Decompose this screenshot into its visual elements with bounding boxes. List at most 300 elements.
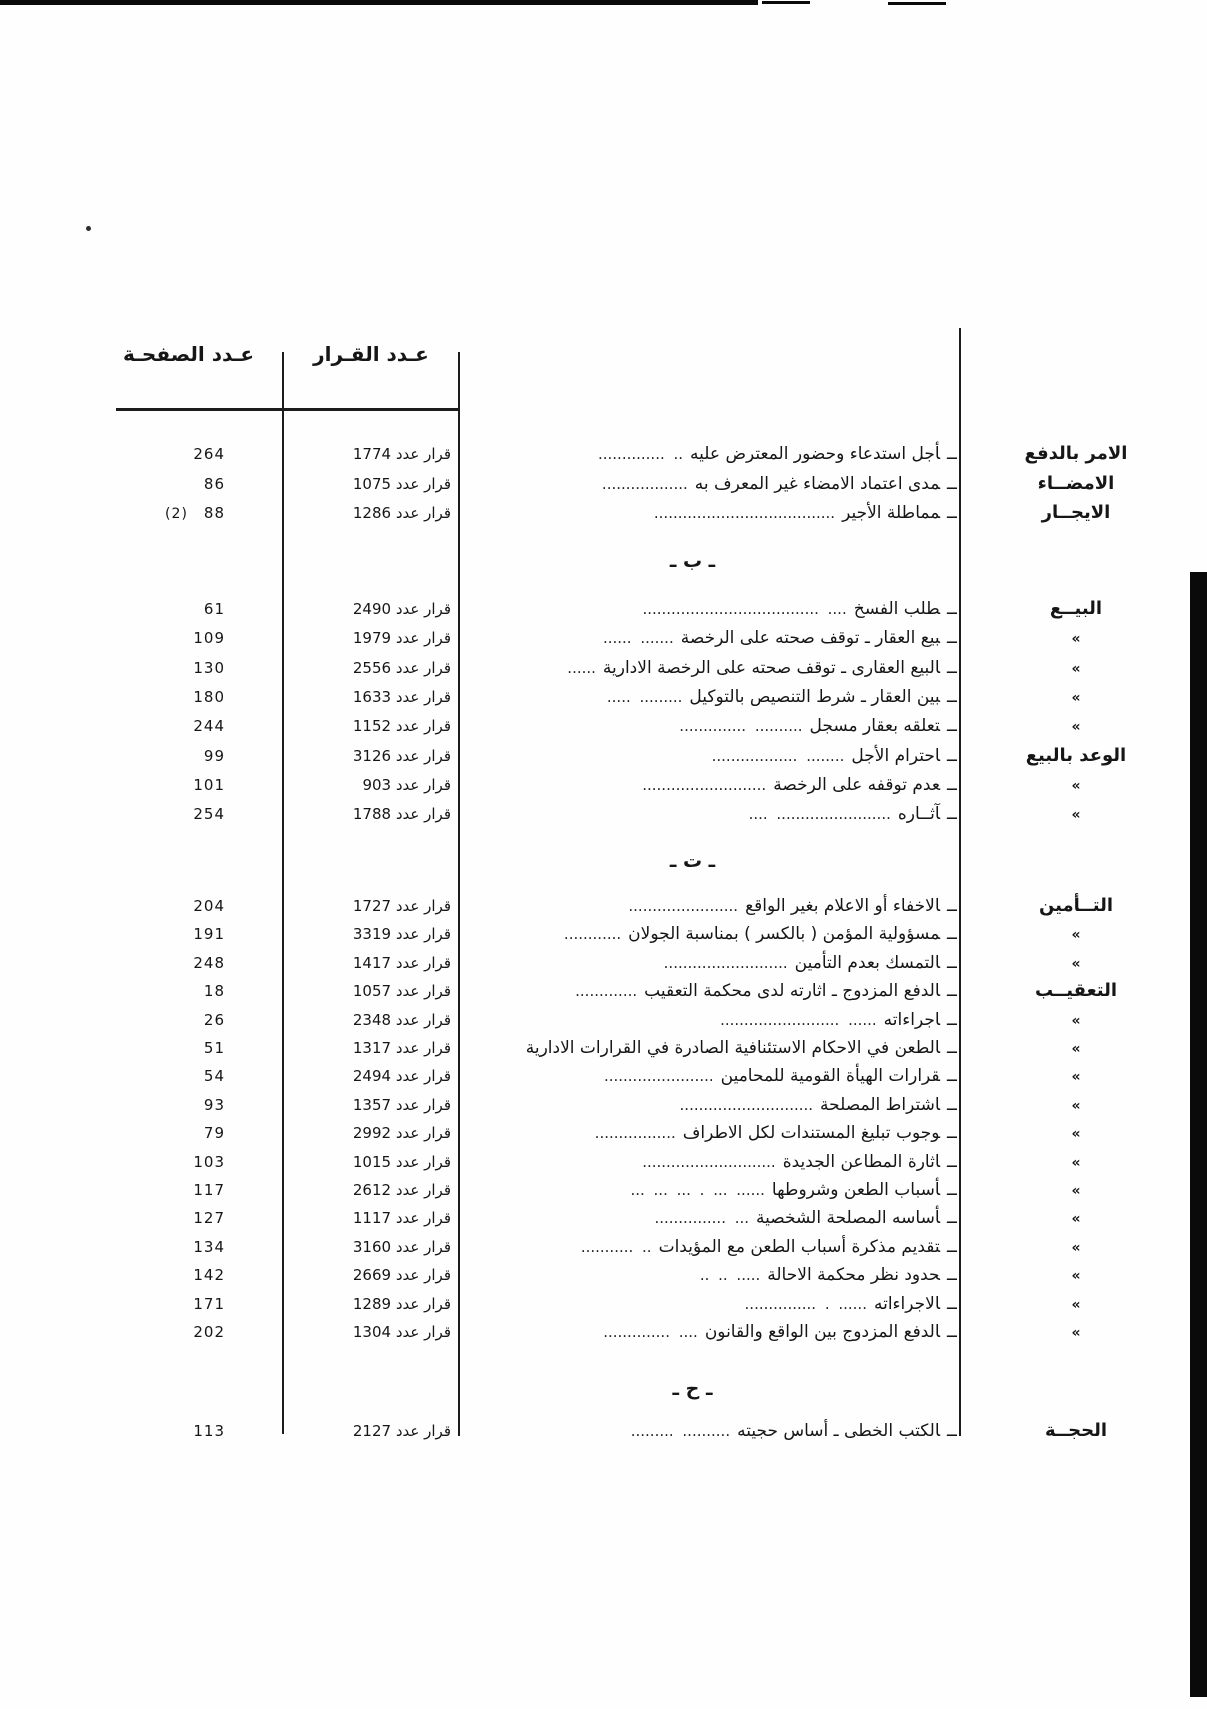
decision-prefix: قرار عدد: [395, 1011, 451, 1029]
table-row: [0, 1291, 1207, 1317]
decision-number: 3160: [352, 1238, 392, 1256]
decision-number: 1117: [352, 1209, 392, 1227]
leader-dots: ......... .....: [606, 688, 683, 706]
entry-dash: ــ: [947, 1066, 957, 1086]
leader-dots: ..................: [601, 475, 688, 493]
entry-cell: [465, 684, 957, 710]
page-number: 244: [193, 717, 225, 735]
entry-cell: [465, 500, 957, 526]
entry-title: مماطلة الأجير: [842, 503, 941, 523]
decision-number-cell: [283, 1063, 459, 1089]
leader-dots: ............................: [642, 1153, 776, 1171]
decision-prefix: قرار عدد: [395, 897, 451, 915]
page-number-cell: [95, 1291, 225, 1317]
decision-number-cell: [283, 1234, 459, 1260]
entry-cell: [465, 1063, 957, 1089]
page-number-cell: [95, 921, 225, 947]
entry-dash: ــ: [947, 1152, 957, 1172]
decision-number: 1417: [352, 954, 392, 972]
category-label: »: [1071, 778, 1081, 794]
category-cell: [965, 713, 1187, 739]
entry-cell: [465, 441, 957, 467]
page-number-cell: [95, 596, 225, 622]
entry-title: مدى اعتماد الامضاء غير المعرف به: [694, 474, 941, 494]
decision-prefix: قرار عدد: [395, 1067, 451, 1085]
page-number: 54: [203, 1067, 225, 1085]
leader-dots: .. ..............: [597, 445, 684, 463]
decision-number-cell: [283, 1092, 459, 1118]
table-row: [0, 441, 1207, 467]
category-cell: [965, 1120, 1187, 1146]
category-label: الوعد بالبيع: [1025, 745, 1127, 766]
category-label: »: [1071, 1126, 1081, 1142]
entry-cell: [465, 921, 957, 947]
leader-dots: .......... ..............: [679, 717, 803, 735]
category-cell: [965, 921, 1187, 947]
page-number-cell: [95, 500, 225, 526]
decision-number-cell: [283, 921, 459, 947]
decision-prefix: قرار عدد: [395, 925, 451, 943]
page-number: 127: [193, 1209, 225, 1227]
entry-title: اثارة المطاعن الجديدة: [782, 1152, 941, 1172]
entry-cell: [465, 596, 957, 622]
table-row: [0, 801, 1207, 827]
ink-speck: [86, 226, 91, 231]
header-underline: [116, 408, 458, 411]
category-cell: [965, 1063, 1187, 1089]
category-cell: [965, 684, 1187, 710]
page-number: 180: [193, 688, 225, 706]
page-number: 86: [203, 475, 225, 493]
decision-prefix: قرار عدد: [395, 475, 451, 493]
leader-dots: ...... .........................: [720, 1011, 877, 1029]
category-cell: [965, 893, 1187, 919]
decision-number-cell: [283, 978, 459, 1004]
table-row: [0, 1234, 1207, 1260]
page-note: (2): [165, 506, 188, 522]
decision-number-cell: [283, 1319, 459, 1345]
decision-number-cell: [283, 471, 459, 497]
entry-title: البيع العقارى ـ توقف صحته على الرخصة الادارية: [602, 658, 941, 678]
entry-cell: [465, 1007, 957, 1033]
entry-dash: ــ: [947, 1095, 957, 1115]
table-row: [0, 1092, 1207, 1118]
decision-number: 1075: [352, 475, 392, 493]
section-divider: ـ ب ـ: [669, 550, 716, 572]
entry-title: عدم توقفه على الرخصة: [773, 775, 941, 795]
decision-prefix: قرار عدد: [395, 659, 451, 677]
entry-title: أجل استدعاء وحضور المعترض عليه: [690, 444, 941, 464]
table-row: [0, 655, 1207, 681]
entry-title: حدود نظر محكمة الاحالة: [767, 1265, 941, 1285]
page-number-cell: [95, 1007, 225, 1033]
page-number: 51: [203, 1039, 225, 1057]
category-cell: [965, 500, 1187, 526]
leader-dots: ..........................: [663, 954, 788, 972]
leader-dots: ...... ... . ... ... ...: [630, 1181, 765, 1199]
decision-number: 1633: [352, 688, 392, 706]
leader-dots: ........ ..................: [711, 747, 845, 765]
entry-dash: ــ: [947, 1038, 957, 1058]
page-number-cell: [95, 1262, 225, 1288]
leader-dots: ......: [567, 659, 596, 677]
entry-dash: ــ: [947, 687, 957, 707]
category-cell: [965, 1035, 1187, 1061]
decision-prefix: قرار عدد: [395, 747, 451, 765]
entry-dash: ــ: [947, 628, 957, 648]
entry-cell: [465, 801, 957, 827]
table-row: [0, 1149, 1207, 1175]
section-divider: ـ ح ـ: [672, 1378, 713, 1400]
entry-title: قرارات الهيأة القومية للمحامين: [720, 1066, 941, 1086]
entry-title: أساسه المصلحة الشخصية: [756, 1208, 941, 1228]
decision-prefix: قرار عدد: [395, 1295, 451, 1313]
decision-number-cell: [283, 1035, 459, 1061]
decision-number: 2490: [352, 600, 392, 618]
category-cell: [965, 1007, 1187, 1033]
page-number-cell: [95, 772, 225, 798]
page-number-cell: [95, 625, 225, 651]
decision-number: 1152: [352, 717, 392, 735]
page-number: 99: [203, 747, 225, 765]
entry-cell: [465, 1120, 957, 1146]
entry-title: الطعن في الاحكام الاستئنافية الصادرة في القرارات الادارية: [525, 1038, 941, 1058]
entry-title: تقديم مذكرة أسباب الطعن مع المؤيدات: [658, 1237, 941, 1257]
entry-title: الكتب الخطى ـ أساس حجيته: [737, 1421, 941, 1441]
decision-number-cell: [283, 1418, 459, 1444]
entry-cell: [465, 1092, 957, 1118]
decision-number: 2669: [352, 1266, 392, 1284]
decision-prefix: قرار عدد: [395, 776, 451, 794]
leader-dots: .... ..............: [603, 1323, 698, 1341]
page-number: 134: [193, 1238, 225, 1256]
entry-title: تعلقه بعقار مسجل: [809, 716, 941, 736]
page-number-cell: [95, 713, 225, 739]
category-cell: [965, 801, 1187, 827]
entry-dash: ــ: [947, 1180, 957, 1200]
entry-title: آثــاره: [897, 804, 941, 824]
scan-edge-artifact-top: [0, 0, 758, 5]
page-number-cell: [95, 684, 225, 710]
entry-cell: [465, 978, 957, 1004]
leader-dots: .......................: [628, 897, 739, 915]
page-number-column-header: عـدد الصفحـة: [122, 342, 255, 366]
category-cell: [965, 1262, 1187, 1288]
decision-number: 903: [362, 776, 392, 794]
leader-dots: ...... . ...............: [744, 1295, 867, 1313]
table-row: [0, 1205, 1207, 1231]
leader-dots: ... ...............: [654, 1209, 750, 1227]
entry-cell: [465, 1418, 957, 1444]
entry-cell: [465, 1177, 957, 1203]
entry-dash: ــ: [947, 658, 957, 678]
decision-prefix: قرار عدد: [395, 1209, 451, 1227]
page-number: 26: [203, 1011, 225, 1029]
leader-dots: .......................: [603, 1067, 714, 1085]
leader-dots: .............: [575, 982, 638, 1000]
page-number-cell: [95, 950, 225, 976]
decision-number: 2494: [352, 1067, 392, 1085]
entry-cell: [465, 655, 957, 681]
decision-number-cell: [283, 950, 459, 976]
decision-prefix: قرار عدد: [395, 954, 451, 972]
entry-dash: ــ: [947, 599, 957, 619]
category-cell: [965, 655, 1187, 681]
decision-number-cell: [283, 893, 459, 919]
entry-dash: ــ: [947, 1421, 957, 1441]
page-number-cell: [95, 893, 225, 919]
table-row: [0, 950, 1207, 976]
decision-number-cell: [283, 1291, 459, 1317]
decision-number: 1357: [352, 1096, 392, 1114]
entry-dash: ــ: [947, 896, 957, 916]
category-cell: [965, 1291, 1187, 1317]
entry-dash: ــ: [947, 1208, 957, 1228]
decision-number-cell: [283, 1149, 459, 1175]
decision-number: 2556: [352, 659, 392, 677]
decision-number: 3319: [352, 925, 392, 943]
page-number-cell: [95, 1120, 225, 1146]
table-row: [0, 1007, 1207, 1033]
entry-title: الدفع المزدوج بين الواقع والقانون: [704, 1322, 941, 1342]
category-cell: [965, 1319, 1187, 1345]
table-row: [0, 1418, 1207, 1444]
entry-dash: ــ: [947, 1294, 957, 1314]
entry-title: الاخفاء أو الاعلام بغير الواقع: [745, 896, 941, 916]
category-cell: [965, 1149, 1187, 1175]
category-label: »: [1071, 631, 1081, 647]
category-cell: [965, 471, 1187, 497]
entry-dash: ــ: [947, 804, 957, 824]
category-label: »: [1071, 1041, 1081, 1057]
entry-dash: ــ: [947, 1237, 957, 1257]
category-label: التعقيــب: [1034, 980, 1118, 1001]
entry-dash: ــ: [947, 1265, 957, 1285]
entry-cell: [465, 471, 957, 497]
decision-number: 3126: [352, 747, 392, 765]
entry-title: اشتراط المصلحة: [820, 1095, 941, 1115]
category-label: الامضــاء: [1037, 473, 1115, 494]
decision-number: 1304: [352, 1323, 392, 1341]
page-number: 93: [203, 1096, 225, 1114]
table-row: [0, 893, 1207, 919]
entry-dash: ــ: [947, 775, 957, 795]
page-number-cell: [95, 743, 225, 769]
page-number: 202: [193, 1323, 225, 1341]
table-row: [0, 1120, 1207, 1146]
section-divider: ـ ت ـ: [669, 850, 716, 872]
category-label: »: [1071, 1325, 1081, 1341]
page-number: 103: [193, 1153, 225, 1171]
decision-number-cell: [283, 1120, 459, 1146]
entry-cell: [465, 713, 957, 739]
decision-prefix: قرار عدد: [395, 600, 451, 618]
decision-number-cell: [283, 743, 459, 769]
page-number-cell: [95, 1205, 225, 1231]
page-number-cell: [95, 1092, 225, 1118]
page-number: 171: [193, 1295, 225, 1313]
decision-prefix: قرار عدد: [395, 1124, 451, 1142]
entry-cell: [465, 893, 957, 919]
category-label: »: [1071, 927, 1081, 943]
table-row: [0, 921, 1207, 947]
entry-title: وجوب تبليغ المستندات لكل الاطراف: [682, 1123, 941, 1143]
entry-cell: [465, 950, 957, 976]
decision-prefix: قرار عدد: [395, 805, 451, 823]
decision-number-cell: [283, 801, 459, 827]
decision-number: 2348: [352, 1011, 392, 1029]
leader-dots: ..... .. ..: [699, 1266, 761, 1284]
category-label: »: [1071, 719, 1081, 735]
category-label: »: [1071, 1240, 1081, 1256]
page-number: 264: [193, 445, 225, 463]
category-label: الحجــة: [1044, 1420, 1108, 1441]
page-number: 130: [193, 659, 225, 677]
scan-edge-artifact-top: [888, 2, 946, 5]
decision-prefix: قرار عدد: [395, 688, 451, 706]
decision-prefix: قرار عدد: [395, 445, 451, 463]
entry-dash: ــ: [947, 474, 957, 494]
page-number-cell: [95, 441, 225, 467]
decision-prefix: قرار عدد: [395, 717, 451, 735]
entry-title: اجراءاته: [883, 1010, 941, 1030]
leader-dots: ....... ......: [602, 629, 674, 647]
table-row: [0, 471, 1207, 497]
page-number: 254: [193, 805, 225, 823]
category-cell: [965, 1418, 1187, 1444]
decision-number-cell: [283, 1205, 459, 1231]
entry-dash: ــ: [947, 953, 957, 973]
entry-dash: ــ: [947, 1322, 957, 1342]
page-number-cell: [95, 471, 225, 497]
category-label: »: [1071, 1155, 1081, 1171]
category-cell: [965, 596, 1187, 622]
entry-title: بين العقار ـ شرط التنصيص بالتوكيل: [689, 687, 941, 707]
category-label: »: [1071, 807, 1081, 823]
table-row: [0, 743, 1207, 769]
decision-number: 1286: [352, 504, 392, 522]
decision-prefix: قرار عدد: [395, 1266, 451, 1284]
page-number-cell: [95, 1177, 225, 1203]
decision-number-cell: [283, 1262, 459, 1288]
category-cell: [965, 950, 1187, 976]
table-row: [0, 713, 1207, 739]
table-row: [0, 596, 1207, 622]
page-number-cell: [95, 1319, 225, 1345]
decision-number-cell: [283, 596, 459, 622]
page-number-cell: [95, 1234, 225, 1260]
entry-cell: [465, 772, 957, 798]
entry-title: التمسك بعدم التأمين: [794, 953, 941, 973]
category-cell: [965, 1205, 1187, 1231]
page-number: 113: [193, 1422, 225, 1440]
category-cell: [965, 1177, 1187, 1203]
decision-prefix: قرار عدد: [395, 504, 451, 522]
decision-number-cell: [283, 684, 459, 710]
table-row: [0, 1063, 1207, 1089]
category-label: »: [1071, 1183, 1081, 1199]
decision-number: 1788: [352, 805, 392, 823]
entry-cell: [465, 743, 957, 769]
page-number-cell: [95, 1149, 225, 1175]
leader-dots: ........................ ....: [748, 805, 891, 823]
entry-dash: ــ: [947, 444, 957, 464]
decision-prefix: قرار عدد: [395, 1153, 451, 1171]
entry-title: مسؤولية المؤمن ( بالكسر ) بمناسبة الجولان: [628, 924, 941, 944]
entry-dash: ــ: [947, 716, 957, 736]
entry-title: بيع العقار ـ توقف صحته على الرخصة: [680, 628, 941, 648]
decision-prefix: قرار عدد: [395, 982, 451, 1000]
category-label: »: [1071, 690, 1081, 706]
entry-dash: ــ: [947, 981, 957, 1001]
decision-number-cell: [283, 713, 459, 739]
decision-prefix: قرار عدد: [395, 1323, 451, 1341]
page-number-cell: [95, 1035, 225, 1061]
decision-number: 2612: [352, 1181, 392, 1199]
page-number-cell: [95, 1063, 225, 1089]
page-number: 18: [203, 982, 225, 1000]
decision-number: 1774: [352, 445, 392, 463]
entry-cell: [465, 1262, 957, 1288]
decision-number-cell: [283, 1007, 459, 1033]
table-row: [0, 978, 1207, 1004]
category-cell: [965, 772, 1187, 798]
decision-number: 1979: [352, 629, 392, 647]
entry-dash: ــ: [947, 1123, 957, 1143]
page-number: 79: [203, 1124, 225, 1142]
leader-dots: .. ...........: [580, 1238, 652, 1256]
entry-dash: ــ: [947, 924, 957, 944]
category-cell: [965, 625, 1187, 651]
entry-title: أسباب الطعن وشروطها: [771, 1180, 941, 1200]
decision-number: 1289: [352, 1295, 392, 1313]
page-number: 248: [193, 954, 225, 972]
category-label: البيــع: [1049, 598, 1103, 619]
page-number: 204: [193, 897, 225, 915]
category-label: »: [1071, 1098, 1081, 1114]
leader-dots: .... .....................................: [642, 600, 847, 618]
table-row: [0, 1262, 1207, 1288]
decision-number: 1015: [352, 1153, 392, 1171]
category-label: »: [1071, 661, 1081, 677]
category-label: »: [1071, 1013, 1081, 1029]
leader-dots: ............................: [679, 1096, 814, 1114]
leader-dots: ..........................: [642, 776, 767, 794]
page-number: 61: [203, 600, 225, 618]
decision-number: 2992: [352, 1124, 392, 1142]
leader-dots: .................: [594, 1124, 676, 1142]
category-label: »: [1071, 1268, 1081, 1284]
page-number: 88: [203, 504, 225, 522]
page-number: 101: [193, 776, 225, 794]
table-row: [0, 1177, 1207, 1203]
decision-number-cell: [283, 441, 459, 467]
table-row: [0, 500, 1207, 526]
entry-dash: ــ: [947, 1010, 957, 1030]
category-cell: [965, 1234, 1187, 1260]
table-row: [0, 684, 1207, 710]
decision-prefix: قرار عدد: [395, 1039, 451, 1057]
page-number: 117: [193, 1181, 225, 1199]
page-number: 191: [193, 925, 225, 943]
decision-number-cell: [283, 625, 459, 651]
page-number-cell: [95, 978, 225, 1004]
entry-dash: ــ: [947, 746, 957, 766]
category-cell: [965, 743, 1187, 769]
category-cell: [965, 978, 1187, 1004]
page-number-cell: [95, 1418, 225, 1444]
category-label: »: [1071, 1211, 1081, 1227]
